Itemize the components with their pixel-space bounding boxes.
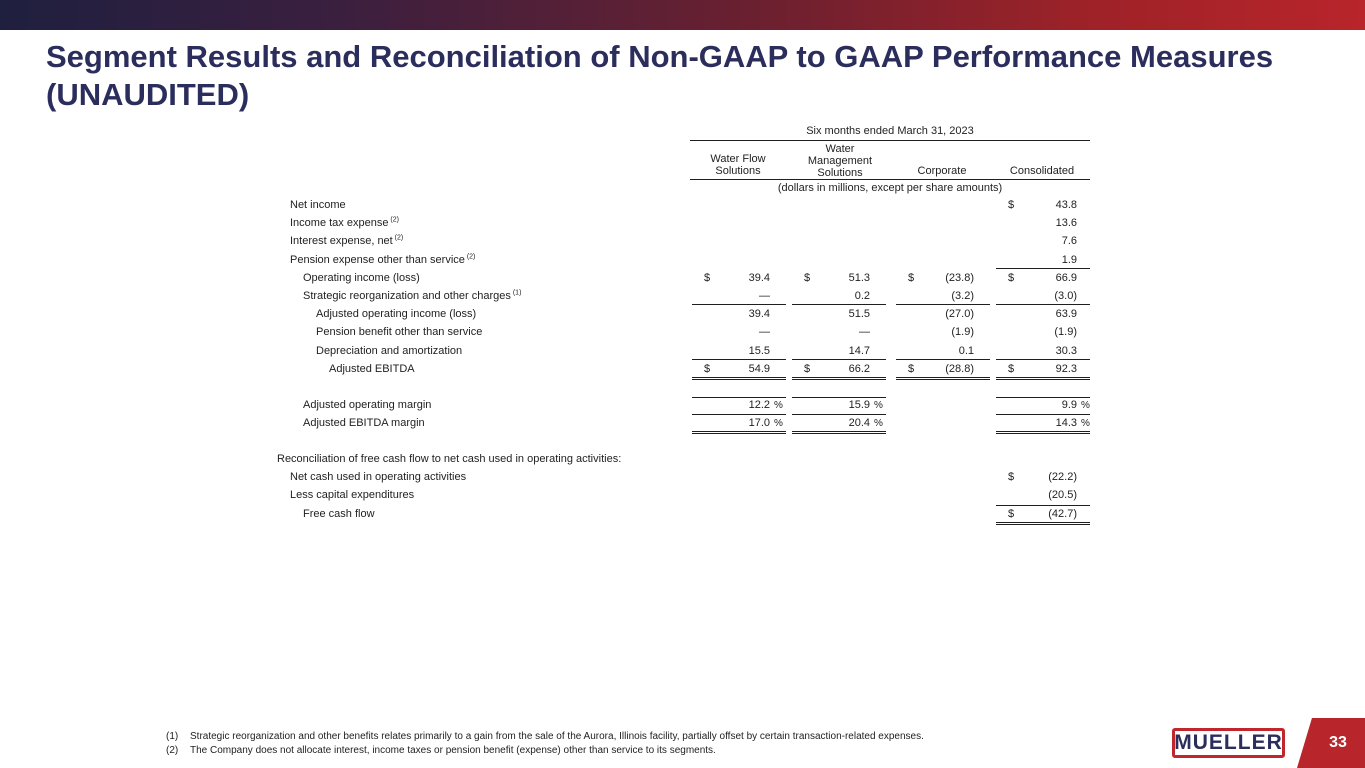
cell-value: 12.2 bbox=[748, 399, 770, 411]
row-label: Strategic reorganization and other charges $^{(1)}$ bbox=[303, 289, 522, 302]
subtotal-rule bbox=[692, 359, 786, 360]
subtotal-rule bbox=[792, 304, 886, 305]
header-gradient-bar bbox=[0, 0, 1365, 30]
subtotal-rule bbox=[996, 505, 1090, 506]
subtotal-rule bbox=[896, 359, 990, 360]
cell-value: 14.7 bbox=[848, 344, 870, 357]
footnote-2 bbox=[166, 744, 924, 758]
row-label: Net income bbox=[290, 199, 346, 211]
currency-symbol: $ bbox=[1008, 471, 1015, 483]
row-label: Pension expense other than service $^{(2)}$ bbox=[290, 252, 476, 266]
footnote-ref: (2) bbox=[392, 234, 404, 242]
footnote-number: (2) bbox=[166, 745, 179, 756]
total-double-rule bbox=[692, 377, 786, 380]
cell-value: 9.9 bbox=[1061, 399, 1077, 411]
margin-rule bbox=[692, 397, 786, 398]
cell-value: 66.9 bbox=[1055, 271, 1077, 284]
subtotal-rule bbox=[996, 359, 1090, 360]
cell-value: 17.0 bbox=[748, 417, 770, 429]
cell-value: (28.8) bbox=[945, 362, 974, 375]
cell-value: — bbox=[859, 326, 870, 339]
units-note: (dollars in millions, except per share amounts) bbox=[777, 182, 1003, 194]
cell-value: 13.6 bbox=[1055, 217, 1077, 230]
row-label: Adjusted operating margin bbox=[303, 399, 432, 411]
cell-value: (3.2) bbox=[951, 290, 974, 302]
cell-value: 30.3 bbox=[1055, 344, 1077, 357]
margin-rule bbox=[996, 414, 1090, 415]
col-header-wms: Water Management Solutions bbox=[807, 143, 873, 179]
percent-symbol: % bbox=[874, 400, 883, 411]
cell-value: (27.0) bbox=[945, 308, 974, 321]
cell-value: (22.2) bbox=[1048, 471, 1077, 483]
slide-title: Segment Results and Reconciliation of Non-GAAP to GAAP Performance Measures (UNAUDITED) bbox=[46, 39, 1274, 112]
footnotes bbox=[166, 730, 924, 758]
column-header-rule bbox=[690, 179, 1090, 180]
margin-rule bbox=[692, 414, 786, 415]
subtotal-rule bbox=[792, 359, 886, 360]
cell-value: 0.2 bbox=[854, 290, 870, 302]
cell-value: 92.3 bbox=[1055, 362, 1077, 375]
col-header-wfs: Water Flow Solutions bbox=[710, 153, 766, 177]
cell-value: 66.2 bbox=[848, 362, 870, 375]
footnote-ref: (1) bbox=[510, 289, 522, 297]
percent-symbol: % bbox=[1081, 418, 1090, 429]
currency-symbol: $ bbox=[704, 362, 711, 375]
currency-symbol: $ bbox=[804, 362, 811, 375]
cell-value: (23.8) bbox=[945, 271, 974, 284]
cell-value: (3.0) bbox=[1054, 290, 1077, 302]
total-double-rule bbox=[896, 377, 990, 380]
cell-value: 1.9 bbox=[1061, 253, 1077, 266]
subtotal-rule bbox=[996, 268, 1090, 269]
total-double-rule bbox=[996, 377, 1090, 380]
percent-symbol: % bbox=[774, 400, 783, 411]
cell-value: 15.9 bbox=[848, 399, 870, 411]
row-label: Adjusted EBITDA bbox=[329, 362, 415, 375]
cell-value: 43.8 bbox=[1055, 199, 1077, 211]
cell-value: 0.1 bbox=[958, 344, 974, 357]
footnote-ref: (2) bbox=[464, 252, 476, 260]
row-label: Income tax expense $^{(2)}$ bbox=[290, 216, 399, 230]
row-label: Interest expense, net $^{(2)}$ bbox=[290, 234, 404, 248]
cell-value: (20.5) bbox=[1048, 489, 1077, 501]
subtotal-rule bbox=[692, 304, 786, 305]
currency-symbol: $ bbox=[1008, 362, 1015, 375]
currency-symbol: $ bbox=[704, 271, 711, 284]
col-header-corp: Corporate bbox=[917, 165, 967, 177]
cell-value: 54.9 bbox=[748, 362, 770, 375]
cell-value: 14.3 bbox=[1055, 417, 1077, 429]
percent-symbol: % bbox=[874, 418, 883, 429]
cell-value: — bbox=[759, 326, 770, 339]
footnote-1 bbox=[166, 730, 924, 744]
cell-value: (1.9) bbox=[951, 326, 974, 339]
subtotal-rule bbox=[896, 304, 990, 305]
footnote-ref: (2) bbox=[388, 216, 399, 224]
fcf-heading: Reconciliation of free cash flow to net cash used in operating activities: bbox=[277, 453, 622, 465]
cell-value: 20.4 bbox=[848, 417, 870, 429]
currency-symbol: $ bbox=[1008, 199, 1015, 211]
col-header-cons: Consolidated bbox=[1009, 165, 1075, 177]
cell-value: 51.5 bbox=[848, 308, 870, 321]
currency-symbol: $ bbox=[804, 271, 811, 284]
cell-value: 7.6 bbox=[1061, 235, 1077, 248]
period-header: Six months ended March 31, 2023 bbox=[806, 125, 974, 137]
total-double-rule bbox=[792, 377, 886, 380]
total-double-rule bbox=[996, 522, 1090, 525]
cell-value: (1.9) bbox=[1054, 326, 1077, 339]
cell-value: 39.4 bbox=[748, 271, 770, 284]
percent-symbol: % bbox=[1081, 400, 1090, 411]
margin-double-rule bbox=[692, 431, 786, 434]
footnote-text: Strategic reorganization and other benefits relates primarily to a gain from the sale of the Aurora, Illinois facility, partially offset by certain transaction-related expenses. bbox=[190, 731, 924, 742]
currency-symbol: $ bbox=[908, 271, 915, 284]
cell-value: 39.4 bbox=[748, 308, 770, 321]
cell-value: 51.3 bbox=[848, 271, 870, 284]
margin-rule bbox=[792, 397, 886, 398]
currency-symbol: $ bbox=[1008, 271, 1015, 284]
percent-symbol: % bbox=[774, 418, 783, 429]
mueller-logo: MUELLER bbox=[1172, 728, 1285, 758]
row-label: Net cash used in operating activities bbox=[290, 471, 467, 483]
row-label: Depreciation and amortization bbox=[316, 344, 463, 357]
header-rule bbox=[690, 140, 1090, 141]
cell-value: — bbox=[759, 290, 770, 302]
row-label: Less capital expenditures bbox=[290, 489, 415, 501]
row-label: Operating income (loss) bbox=[303, 271, 420, 284]
cell-value: 63.9 bbox=[1055, 308, 1077, 321]
margin-double-rule bbox=[996, 431, 1090, 434]
footnote-text: The Company does not allocate interest, income taxes or pension benefit (expense) other than service to its segments. bbox=[190, 745, 716, 756]
subtotal-rule bbox=[996, 304, 1090, 305]
row-label: Pension benefit other than service bbox=[316, 326, 483, 339]
footnote-number: (1) bbox=[166, 731, 179, 742]
cell-value: 15.5 bbox=[748, 344, 770, 357]
margin-rule bbox=[996, 397, 1090, 398]
row-label: Free cash flow bbox=[303, 508, 375, 520]
currency-symbol: $ bbox=[1008, 508, 1015, 520]
row-label: Adjusted operating income (loss) bbox=[316, 308, 477, 321]
cell-value: (42.7) bbox=[1048, 508, 1077, 520]
row-label: Adjusted EBITDA margin bbox=[303, 417, 425, 429]
margin-rule bbox=[792, 414, 886, 415]
currency-symbol: $ bbox=[908, 362, 915, 375]
page-number: 33 bbox=[1329, 734, 1347, 751]
margin-double-rule bbox=[792, 431, 886, 434]
